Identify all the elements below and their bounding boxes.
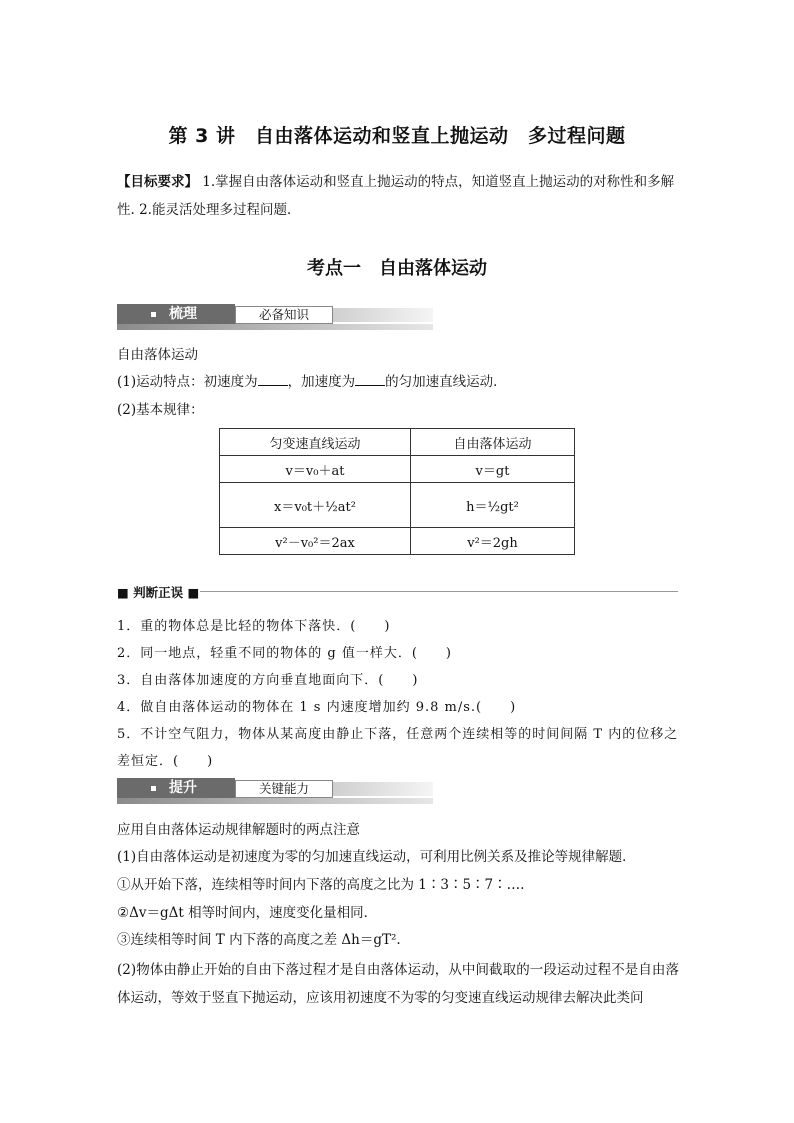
table-cell: v²＝2gh <box>410 528 574 555</box>
intro-heading: 自由落体运动 <box>117 347 198 363</box>
ability-point-1c: ③连续相等时间 T 内下落的高度之差 Δh＝gT². <box>117 932 401 948</box>
judge-item-5: 5．不计空气阻力，物体从某高度由静止下落，任意两个连续相等的时间间隔 T 内的位移之 <box>117 727 679 742</box>
ability-point-1: (1)自由落体运动是初速度为零的匀加速直线运动，可利用比例关系及推论等规律解题． <box>117 849 636 865</box>
goal-text-1: 1.掌握自由落体运动和竖直上抛运动的特点，知道竖直上抛运动的对称性和多解 <box>198 174 675 190</box>
square-bullet-icon <box>151 312 156 317</box>
banner-ability-sublabel: 关键能力 <box>235 780 333 798</box>
ability-point-1a: ①从开始下落，连续相等时间内下落的高度之比为 1∶3∶5∶7∶…. <box>117 877 525 893</box>
judge-item-2: 2．同一地点，轻重不同的物体的 g 值一样大．( ) <box>117 646 453 661</box>
item1-text-a: (1)运动特点：初速度为 <box>117 374 258 390</box>
law-table <box>219 428 575 555</box>
goal-label: 【目标要求】 <box>117 174 198 190</box>
section-title: 考点一 自由落体运动 <box>307 258 487 279</box>
item1-text-c: 的匀加速直线运动． <box>385 374 507 390</box>
judge-item-1: 1．重的物体总是比轻的物体下落快．( ) <box>117 619 391 634</box>
ability-point-2: (2)物体由静止开始的自由下落过程才是自由落体运动，从中间截取的一段运动过程不是自由落体运动，等效于竖直下抛运动，应该用初速度不为零的匀变速直线运动规律去解决此类问 <box>117 962 679 1006</box>
table-header-uniform: 匀变速直线运动 <box>220 429 411 456</box>
answer-blank-1[interactable] <box>258 373 288 386</box>
table-row <box>220 483 575 528</box>
table-cell: v＝gt <box>410 456 574 483</box>
banner-fade <box>333 782 433 796</box>
judge-item-3: 3．自由落体加速度的方向垂直地面向下．( ) <box>117 673 419 688</box>
square-bullet-icon <box>151 786 156 791</box>
judge-divider <box>200 591 678 592</box>
table-header-row <box>220 429 575 456</box>
ability-point-1b: ②Δv＝gΔt 相等时间内，速度变化量相同． <box>117 905 378 921</box>
answer-blank-2[interactable] <box>355 373 385 386</box>
table-row <box>220 528 575 555</box>
table-cell: v²－v₀²＝2ax <box>220 528 411 555</box>
banner-review-tab <box>117 304 235 324</box>
intro-item-2: (2)基本规律： <box>117 402 204 418</box>
banner-underline <box>117 324 433 330</box>
banner-ability-tab <box>117 778 235 798</box>
table-cell: v＝v₀＋at <box>220 456 411 483</box>
banner-ability-label: 提升 <box>169 780 197 796</box>
goal-line-1 <box>117 172 674 192</box>
banner-review <box>117 304 433 328</box>
item1-text-b: ，加速度为 <box>287 374 356 390</box>
banner-fade <box>333 308 433 322</box>
banner-review-sublabel: 必备知识 <box>235 306 333 324</box>
judge-item-4: 4．做自由落体运动的物体在 1 s 内速度增加约 9.8 m/s.( ) <box>117 700 517 715</box>
judge-heading: ■ 判断正误 ■ <box>117 585 200 600</box>
table-header-freefall: 自由落体运动 <box>410 429 574 456</box>
ability-heading: 应用自由落体运动规律解题时的两点注意 <box>117 822 360 838</box>
judge-item-5-cont: 差恒定．( ) <box>117 754 214 769</box>
table-row <box>220 456 575 483</box>
table-cell: h＝½gt² <box>410 483 574 528</box>
table-cell: x＝v₀t＋½at² <box>220 483 411 528</box>
banner-ability <box>117 778 433 802</box>
goal-line-2: 性. 2.能灵活处理多过程问题． <box>117 202 301 218</box>
intro-item-1 <box>117 372 507 392</box>
banner-review-label: 梳理 <box>169 306 197 322</box>
page-title: 第 3 讲 自由落体运动和竖直上抛运动 多过程问题 <box>168 125 626 147</box>
banner-underline <box>117 798 433 804</box>
